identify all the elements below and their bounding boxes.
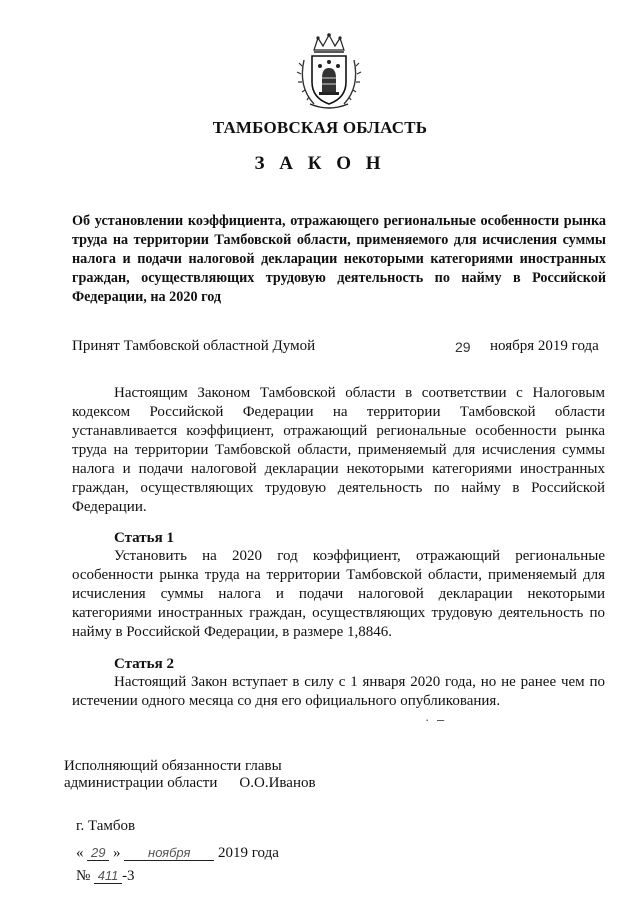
number-sign: № xyxy=(76,868,91,884)
date-day-handwritten: 29 xyxy=(87,845,109,861)
number-suffix: -3 xyxy=(122,868,135,884)
adopted-day: 29 xyxy=(455,339,471,355)
preamble-paragraph: Настоящим Законом Тамбовской области в соответствии с Налоговым кодексом Российской Федерации на территории Тамбовской области устанавливается коэффициент, отражающий региональные особенности рынка труда на территории Тамбовской области, применяемый для исчисления суммы налога и подачи налоговой декларации некоторыми категориями иностранных граждан, осуществляющих трудовую деятельность по найму в Российской Федерации. xyxy=(72,385,605,515)
article-1-heading: Статья 1 xyxy=(114,530,174,546)
date-month-handwritten: ноября xyxy=(124,845,214,861)
date-year: 2019 года xyxy=(218,845,279,861)
law-subject-title: Об установлении коэффициента, отражающего региональные особенности рынка труда на территории Тамбовской области, применяемого для исчисления суммы налога и подачи налоговой декларации некоторыми категориями иностранных граждан, осуществляющих трудовую деятельность по найму в Российской Федерации, на 2020 год xyxy=(72,213,606,305)
document-type-title: З А К О Н xyxy=(254,153,386,174)
place-of-signing: г. Тамбов xyxy=(76,818,136,834)
region-name: ТАМБОВСКАЯ ОБЛАСТЬ xyxy=(212,118,428,137)
date-close-quote: » xyxy=(113,845,121,861)
signatory-name: О.О.Иванов xyxy=(239,775,316,791)
signatory-position-cont: администрации области xyxy=(64,775,218,791)
adopted-by-label: Принят Тамбовской областной Думой xyxy=(72,338,316,354)
article-2-text: Настоящий Закон вступает в силу с 1 января 2020 года, но не ранее чем по истечении одного месяца со дня его официального опубликования. xyxy=(72,674,605,709)
number-value-handwritten: 411 xyxy=(94,868,122,884)
signatory-position-line2 xyxy=(64,775,316,792)
law-number xyxy=(76,868,135,885)
scan-marks: · – xyxy=(425,712,447,727)
signatory-position: Исполняющий обязанности главы xyxy=(64,758,282,774)
article-1-text: Установить на 2020 год коэффициент, отражающий региональные особенности рынка труда на территории Тамбовской области, применяемый для исчисления суммы налога и подачи налоговой декларации некоторыми категориями иностранных граждан, осуществляющих трудовую деятельность по найму в Российской Федерации, в размере 1,8846. xyxy=(72,548,605,640)
coat-of-arms-emblem xyxy=(296,32,362,110)
adopted-month-year: ноября 2019 года xyxy=(490,338,599,354)
date-open-quote: « xyxy=(76,845,84,861)
signing-date xyxy=(76,845,279,862)
article-2-heading: Статья 2 xyxy=(114,656,174,672)
